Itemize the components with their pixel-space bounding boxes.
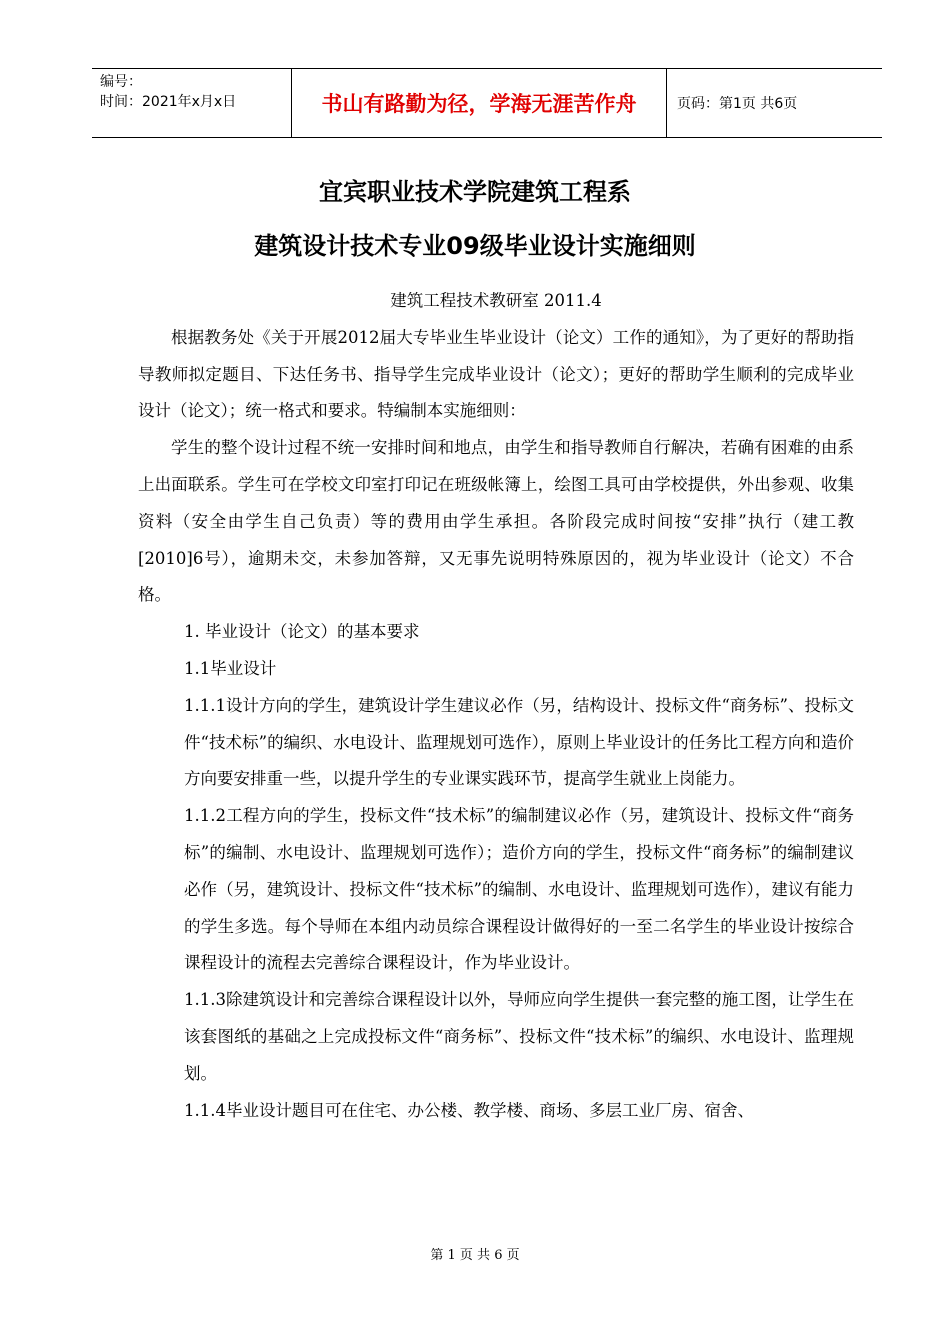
byline: 建筑工程技术教研室 2011.4 xyxy=(390,291,602,310)
document-title-line1: 宜宾职业技术学院建筑工程系 xyxy=(319,178,631,206)
paragraph-arrangement: 学生的整个设计过程不统一安排时间和地点，由学生和指导教师自行解决，若确有困难的由系上出面联系。学生可在学校文印室打印记在班级帐簿上，绘图工具可由学校提供，外出参观、收集资料（安全由学生自己负责）等的费用由学生承担。各阶段完成时间按“安排”执行（建工教[2010]6号），逾期未交，未参加答辩，又无事先说明特殊原因的，视为毕业设计（论文）不合格。 xyxy=(138,438,854,605)
item-1-1-1: 1.1.1设计方向的学生，建筑设计学生建议必作（另，结构设计、投标文件“商务标”、投标文件“技术标”的编织、水电设计、监理规划可选作），原则上毕业设计的任务比工程方向和造价方向要安排重一些，以提升学生的专业课实践环节，提高学生就业上岗能力。 xyxy=(184,695,854,789)
document-body xyxy=(138,283,854,1129)
header-motto: 书山有路勤为径，学海无涯苦作舟 xyxy=(292,69,667,137)
item-1-1-4: 1.1.4毕业设计题目可在住宅、办公楼、教学楼、商场、多层工业厂房、宿舍、 xyxy=(184,1100,754,1120)
section-heading-1-1: 1.1毕业设计 xyxy=(184,658,277,678)
header-meta xyxy=(92,69,292,137)
section-heading-1: 1. 毕业设计（论文）的基本要求 xyxy=(184,622,420,642)
paragraph-intro: 根据教务处《关于开展2012届大专毕业生毕业设计（论文）工作的通知》，为了更好的帮助指导教师拟定题目、下达任务书、指导学生完成毕业设计（论文）；更好的帮助学生顺利的完成毕业设计（论文）；统一格式和要求。特编制本实施细则： xyxy=(138,327,854,421)
item-1-1-2: 1.1.2工程方向的学生，投标文件“技术标”的编制建议必作（另，建筑设计、投标文件“商务标”的编制、水电设计、监理规划可选作）；造价方向的学生，投标文件“商务标”的编制建议必作（另，建筑设计、投标文件“技术标”的编制、水电设计、监理规划可选作），建议有能力的学生多选。每个导师在本组内动员综合课程设计做得好的一至二名学生的毕业设计按综合课程设计的流程去完善综合课程设计，作为毕业设计。 xyxy=(184,806,854,973)
number-label: 编号： xyxy=(100,74,142,90)
page-header xyxy=(92,68,882,138)
time-label: 时间：2021年x月x日 xyxy=(100,94,237,110)
item-1-1-3: 1.1.3除建筑设计和完善综合课程设计以外，导师应向学生提供一套完整的施工图，让学生在该套图纸的基础之上完成投标文件“商务标”、投标文件“技术标”的编织、水电设计、监理规划。 xyxy=(184,990,854,1083)
document-title-line2: 建筑设计技术专业09级毕业设计实施细则 xyxy=(254,232,696,260)
page-footer: 第 1 页 共 6 页 xyxy=(430,1248,520,1263)
header-page-info: 页码：第1页 共6页 xyxy=(677,96,798,112)
